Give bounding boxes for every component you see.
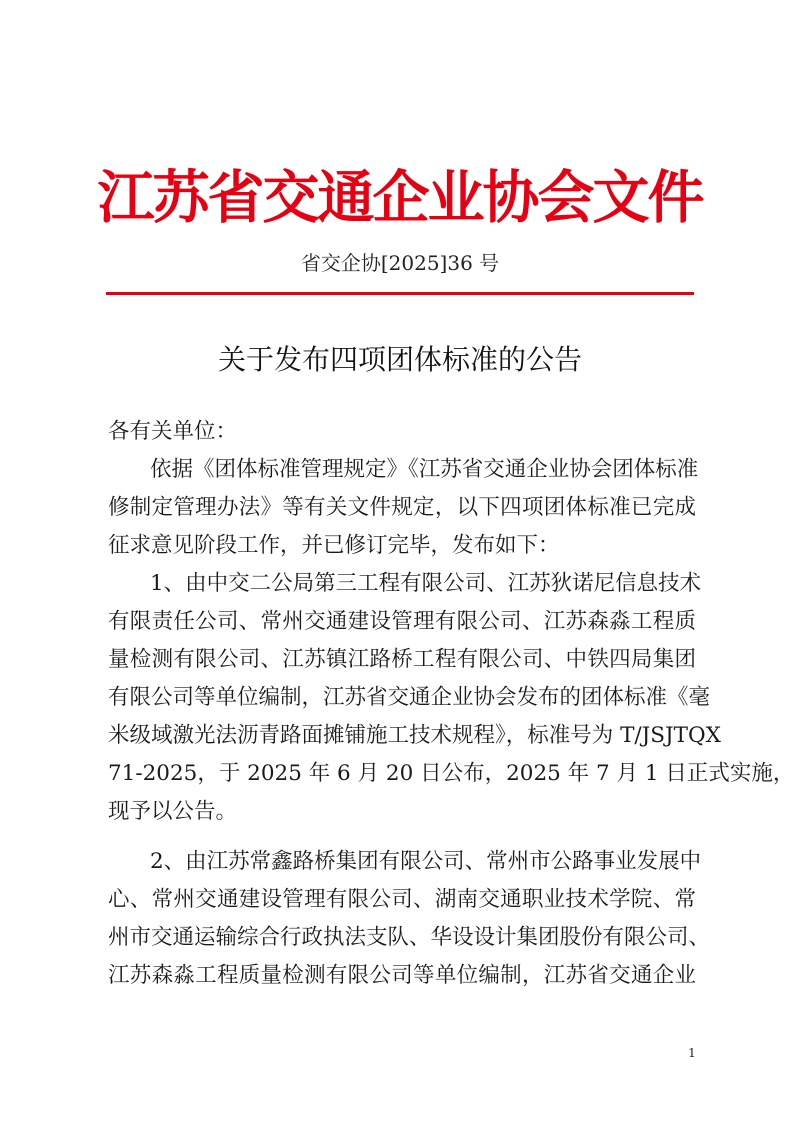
notice-title: 关于发布四项团体标准的公告 bbox=[217, 343, 582, 376]
paragraph-line: 江苏森淼工程质量检测有限公司等单位编制，江苏省交通企业 bbox=[108, 963, 696, 988]
paragraph-line: 征求意见阶段工作，并已修订完毕，发布如下： bbox=[108, 533, 560, 558]
paragraph-line: 依据《团体标准管理规定》《江苏省交通企业协会团体标准 bbox=[150, 457, 699, 482]
paragraph-line: 有限公司等单位编制，江苏省交通企业协会发布的团体标准《毫 bbox=[108, 685, 711, 710]
salutation: 各有关单位： bbox=[108, 419, 238, 444]
paragraph-line: 心、常州交通建设管理有限公司、湖南交通职业技术学院、常 bbox=[108, 887, 696, 912]
item-2-paragraph bbox=[108, 843, 711, 995]
document-number: 省交企协[2025]36 号 bbox=[300, 251, 500, 275]
item-1-paragraph bbox=[108, 565, 795, 831]
red-divider bbox=[106, 292, 694, 295]
intro-paragraph bbox=[108, 451, 699, 565]
paragraph-line: 1、由中交二公局第三工程有限公司、江苏狄诺尼信息技术 bbox=[150, 571, 702, 596]
masthead-title: 江苏省交通企业协会文件 bbox=[97, 164, 703, 231]
paragraph-line: 修制定管理办法》等有关文件规定，以下四项团体标准已完成 bbox=[108, 495, 696, 520]
paragraph-line: 71-2025，于 2025 年 6 月 20 日公布，2025 年 7 月 1 日正式实施， bbox=[108, 761, 795, 786]
notice-body bbox=[108, 413, 795, 995]
paragraph-line: 米级域激光法沥青路面摊铺施工技术规程》，标准号为 T/JSJTQX bbox=[108, 723, 721, 748]
paragraph-line: 有限责任公司、常州交通建设管理有限公司、江苏森淼工程质 bbox=[108, 609, 696, 634]
paragraph-line: 量检测有限公司、江苏镇江路桥工程有限公司、中铁四局集团 bbox=[108, 647, 696, 672]
paragraph-line: 现予以公告。 bbox=[108, 799, 238, 824]
page-number: 1 bbox=[688, 1046, 696, 1060]
paragraph-line: 2、由江苏常鑫路桥集团有限公司、常州市公路事业发展中 bbox=[150, 849, 702, 874]
paragraph-gap bbox=[108, 831, 696, 843]
paragraph-line: 州市交通运输综合行政执法支队、华设设计集团股份有限公司、 bbox=[108, 925, 711, 950]
